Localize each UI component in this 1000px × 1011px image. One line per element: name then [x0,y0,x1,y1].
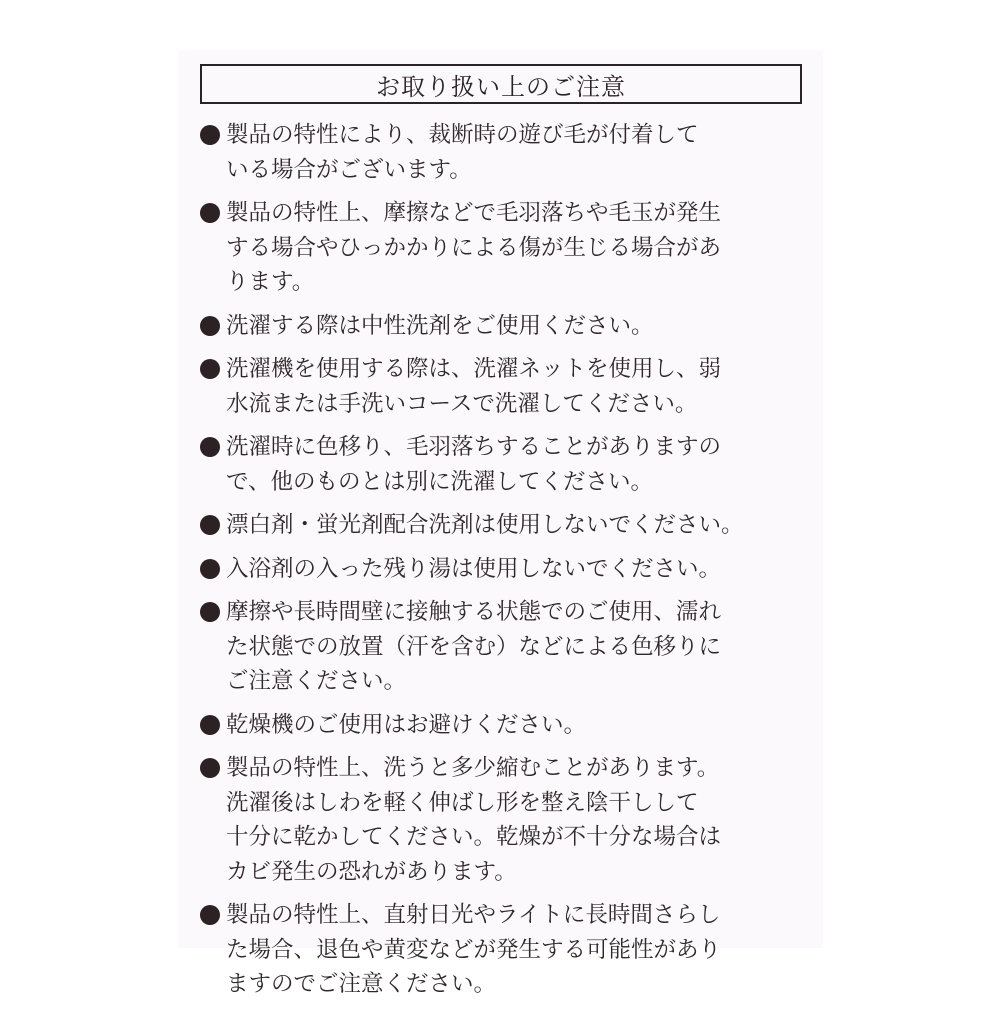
bullet-icon [200,758,220,778]
list-item [200,508,815,543]
note-line: 乾燥機のご使用はお避けください。 [226,711,587,738]
note-line: ご注意ください。 [226,668,407,694]
note-line: 製品の特性上、直射日光やライトに長時間さらし [226,902,721,928]
bullet-icon [200,905,220,925]
list-item [200,708,815,743]
bullet-icon [200,715,220,735]
note-line: 洗濯機を使用する際は、洗濯ネットを使用し、弱 [226,356,722,382]
note-line: 漂白剤・蛍光剤配合洗剤は使用しないでください。 [226,512,744,538]
list-item [200,309,815,344]
care-instructions-card [178,50,823,997]
bullet-icon [200,602,220,622]
list-item [200,196,815,300]
list-item [200,430,815,499]
title-box [200,64,802,104]
note-line: 摩擦や長時間壁に接触する状態でのご使用、濡れ [226,599,722,625]
list-item [200,751,815,889]
note-line: ります。 [226,269,315,295]
bullet-icon [200,203,220,223]
list-item [200,898,815,1002]
note-line: た状態での放置（汗を含む）などによる色移りに [226,633,722,660]
bullet-icon [200,437,220,457]
note-line: 製品の特性により、裁断時の遊び毛が付着して [226,122,699,148]
note-line: 水流または手洗いコースで洗濯してください。 [226,390,698,417]
notes-list [200,118,815,1011]
note-line: た場合、退色や黄変などが発生する可能性があり [226,936,722,963]
bullet-icon [200,125,220,145]
bullet-icon [200,559,220,579]
note-line: 洗濯する際は中性洗剤をご使用ください。 [226,312,654,339]
list-item [200,118,815,187]
list-item [200,552,815,587]
note-line: 十分に乾かしてください。乾燥が不十分な場合は [226,824,722,850]
note-line: 製品の特性上、洗うと多少縮むことがあります。 [226,755,720,781]
note-line: する場合やひっかかりによる傷が生じる場合があ [226,234,722,261]
note-line: 入浴剤の入った残り湯は使用しないでください。 [226,555,722,582]
bullet-icon [200,359,220,379]
note-line: カビ発生の恐れがあります。 [226,858,517,885]
page-title: お取り扱い上のご注意 [376,72,626,101]
list-item [200,352,815,421]
note-line: ますのでご注意ください。 [226,971,497,997]
note-line: 洗濯時に色移り、毛羽落ちすることがありますの [226,434,722,460]
bullet-icon [200,515,220,535]
note-line: いる場合がございます。 [226,156,472,183]
note-line: で、他のものとは別に洗濯してください。 [226,468,654,495]
list-item [200,595,815,699]
note-line: 製品の特性上、摩擦などで毛羽落ちや毛玉が発生 [226,200,722,226]
note-line: 洗濯後はしわを軽く伸ばし形を整え陰干しして [226,789,699,816]
bullet-icon [200,316,220,336]
